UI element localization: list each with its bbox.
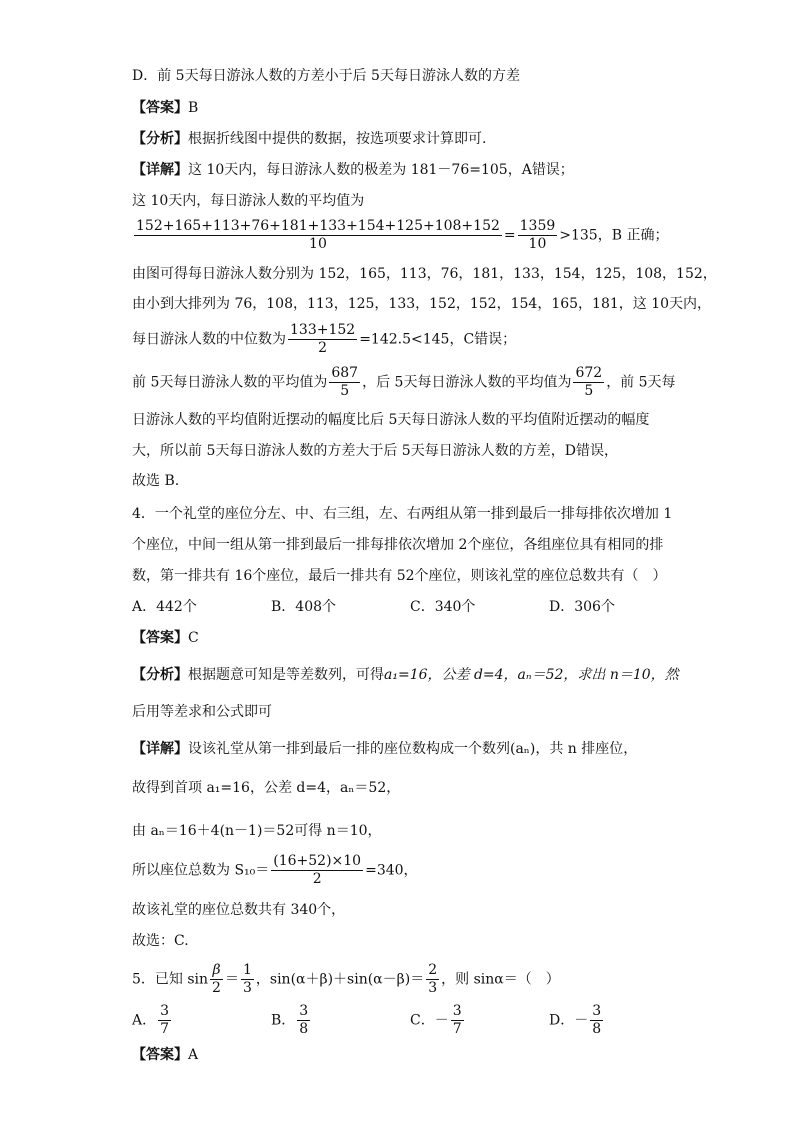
q4-option-a: A．442个: [132, 599, 197, 615]
analysis-tag: 【分析】: [132, 667, 188, 683]
sum-numerator: (16+52)×10: [273, 853, 362, 869]
detail-text: 这 10天内，每日游泳人数的极差为 181－76=105，A错误；: [188, 162, 574, 178]
sum-pre: 所以座位总数为 S₁₀＝: [132, 862, 270, 879]
option-denominator: 7: [160, 1021, 170, 1037]
median-fraction: [288, 322, 357, 357]
answer-value: A: [188, 1047, 199, 1063]
q5-stem-mid: ，sin(α＋β)＋sin(α－β)＝: [255, 971, 425, 988]
q4-option-b: B．408个: [271, 599, 337, 615]
q4-detail-1: [132, 740, 637, 758]
q3-average-line: [132, 365, 676, 400]
answer-tag: 【答案】: [132, 100, 188, 116]
avg2-denominator: 5: [584, 383, 594, 399]
median-numerator: 133+152: [290, 322, 356, 338]
avg2-numerator: 672: [575, 365, 603, 381]
option-fraction: [158, 1003, 171, 1038]
option-sign: －: [434, 1012, 449, 1029]
option-numerator: 3: [592, 1003, 602, 1019]
two-third-fraction: [426, 962, 439, 997]
option-numerator: 3: [452, 1003, 462, 1019]
mean-tail: >135，B 正确；: [559, 227, 669, 244]
option-numerator: 3: [160, 1003, 170, 1019]
median-post: =142.5<145，C错误；: [359, 331, 517, 348]
two-third-denominator: 3: [428, 980, 438, 996]
q3-detail-8: 大，所以前 5天每日游泳人数的方差大于后 5天每日游泳人数的方差，D错误，: [132, 443, 618, 459]
q5-option-a: [132, 1003, 173, 1038]
avg-mid: ，后 5天每日游泳人数的平均值为: [362, 374, 572, 391]
mean-numerator-2: 1359: [519, 218, 556, 234]
mean-numerator: 152+165+113+76+181+133+154+125+108+152: [136, 218, 500, 234]
one-third-fraction: [241, 962, 254, 997]
avg1-fraction: [329, 365, 360, 400]
answer-tag: 【答案】: [132, 1047, 188, 1063]
half-beta-fraction: [210, 962, 223, 997]
q4-sum-line: [132, 853, 418, 888]
q5-option-d: [549, 1003, 605, 1038]
q3-detail-3: 由图可得每日游泳人数分别为 152，165，113，76，181，133，154，125，108，152，: [132, 266, 717, 282]
q4-stem-2: 个座位，中间一组从第一排到最后一排每排依次增加 2个座位，各组座位具有相同的排: [132, 537, 664, 553]
analysis-text: 根据折线图中提供的数据，按选项要求计算即可.: [188, 131, 487, 147]
q4-answer: [132, 629, 199, 647]
q5-stem: [132, 962, 560, 997]
q5-option-b: [271, 1003, 312, 1038]
q5-stem-pre: 5．已知 sin: [132, 971, 209, 988]
q4-stem-1: 4．一个礼堂的座位分左、中、右三组，左、右两组从第一排到最后一排每排依次增加 1: [132, 506, 673, 522]
option-fraction: [590, 1003, 603, 1038]
q5-eq1: ＝: [224, 971, 239, 988]
sum-fraction: [271, 853, 363, 888]
option-numerator: 3: [299, 1003, 309, 1019]
q4-option-d: D．306个: [549, 599, 615, 615]
mean-denominator: 10: [309, 236, 327, 252]
q3-median-line: [132, 322, 516, 357]
avg-pre: 前 5天每日游泳人数的平均值为: [132, 374, 328, 391]
median-pre: 每日游泳人数的中位数为: [132, 331, 286, 348]
option-denominator: 7: [452, 1021, 462, 1037]
option-denominator: 8: [592, 1021, 602, 1037]
q3-detail-1: [132, 161, 574, 179]
q3-option-d: D．前 5天每日游泳人数的方差小于后 5天每日游泳人数的方差: [132, 68, 520, 84]
avg-post: ，前 5天每: [606, 374, 676, 391]
q4-analysis-2: 后用等差求和公式即可: [132, 704, 272, 720]
detail-tag: 【详解】: [132, 741, 188, 757]
analysis-text-a: 根据题意可知是等差数列，可得: [188, 667, 384, 683]
option-denominator: 8: [299, 1021, 309, 1037]
two-third-numerator: 2: [428, 962, 438, 978]
avg1-numerator: 687: [331, 365, 359, 381]
q4-stem-3: 数，第一排共有 16个座位，最后一排共有 52个座位，则该礼堂的座位总数共有（ ）: [132, 568, 667, 584]
half-beta-numerator: β: [212, 962, 221, 978]
answer-value: C: [188, 630, 199, 646]
q3-detail-7: 日游泳人数的平均值附近摆动的幅度比后 5天每日游泳人数的平均值附近摆动的幅度: [132, 412, 650, 428]
q4-detail-2: 故得到首项 a₁=16，公差 d=4，aₙ＝52，: [132, 780, 401, 796]
q3-mean-formula: [132, 218, 668, 253]
q4-analysis-1: [132, 666, 679, 684]
one-third-denominator: 3: [242, 980, 252, 996]
q3-conclusion: 故选 B.: [132, 473, 180, 489]
answer-tag: 【答案】: [132, 630, 188, 646]
mean-denominator-2: 10: [528, 236, 547, 252]
detail-text: 设该礼堂从第一排到最后一排的座位数构成一个数列(aₙ)，共 n 排座位，: [188, 741, 638, 757]
option-label: A．: [132, 1012, 157, 1029]
one-third-numerator: 1: [242, 962, 252, 978]
q3-detail-4: 由小到大排列为 76，108，113，125，133，152，152，154，165，181，这 10天内，: [132, 296, 712, 312]
q4-detail-3: 由 aₙ＝16＋4(n－1)＝52可得 n＝10，: [132, 823, 382, 839]
q4-detail-5: 故该礼堂的座位总数共有 340个，: [132, 902, 346, 918]
option-label: C．: [410, 1012, 435, 1029]
option-label: D．: [549, 1012, 575, 1029]
q5-answer: [132, 1046, 198, 1064]
answer-value: B: [188, 100, 199, 116]
median-denominator: 2: [318, 340, 328, 356]
option-fraction: [451, 1003, 464, 1038]
q3-detail-2: 这 10天内，每日游泳人数的平均值为: [132, 193, 365, 209]
q4-option-c: C．340个: [410, 599, 476, 615]
half-beta-denominator: 2: [212, 980, 221, 996]
q3-analysis: [132, 130, 486, 148]
analysis-text-b: a₁=16，公差 d=4，aₙ＝52，求出 n＝10，然: [384, 667, 679, 683]
option-label: B．: [271, 1012, 296, 1029]
mean-fraction: [134, 218, 502, 253]
detail-tag: 【详解】: [132, 162, 188, 178]
q3-answer: [132, 99, 198, 117]
sum-post: =340，: [365, 862, 418, 879]
option-fraction: [297, 1003, 310, 1038]
mean-fraction-2: [518, 218, 558, 253]
avg2-fraction: [573, 365, 604, 400]
avg1-denominator: 5: [340, 383, 350, 399]
equals-sign: =: [503, 227, 516, 244]
sum-denominator: 2: [312, 871, 322, 887]
analysis-tag: 【分析】: [132, 131, 188, 147]
q5-option-c: [410, 1003, 466, 1038]
q4-conclusion: 故选：C.: [132, 933, 189, 949]
q5-stem-post: ，则 sinα＝（ ）: [441, 971, 560, 988]
option-sign: －: [574, 1012, 589, 1029]
